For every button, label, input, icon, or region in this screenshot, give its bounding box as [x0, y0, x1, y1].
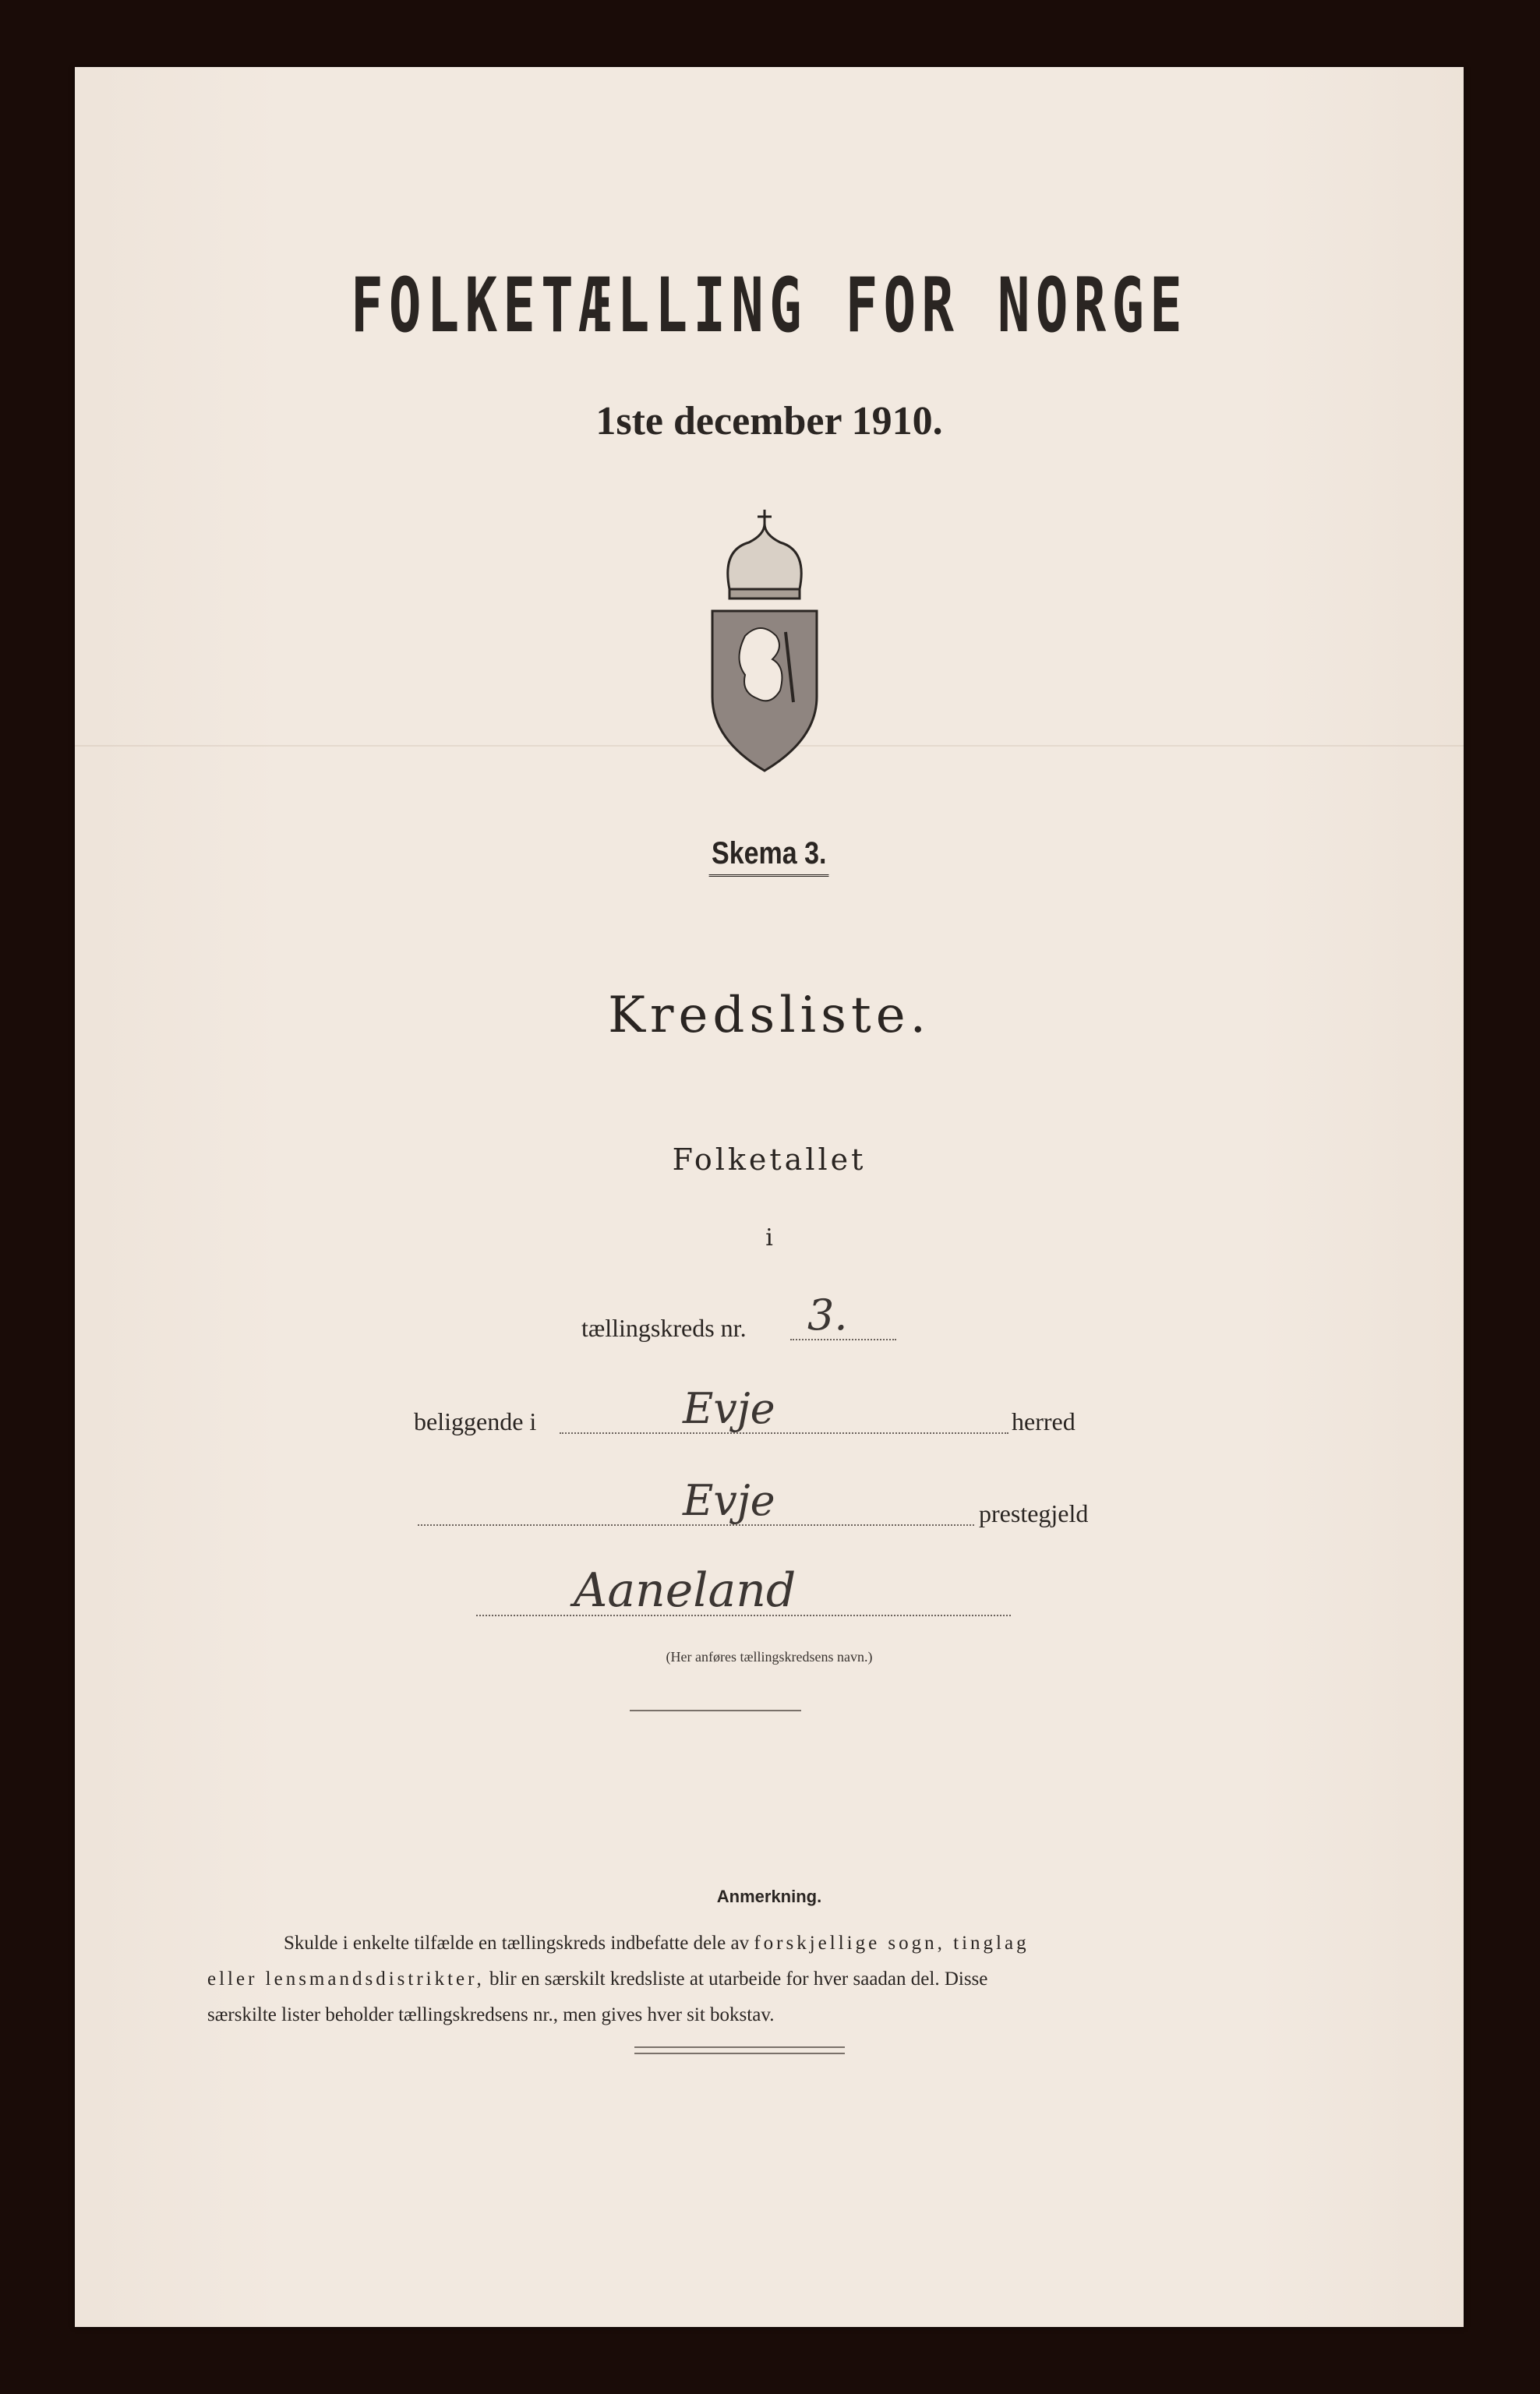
note-heading: Anmerkning.: [716, 1887, 822, 1906]
district-name-caption: (Her anføres tællingskredsens navn.): [666, 1649, 873, 1665]
herred-value: Evje: [683, 1384, 775, 1433]
preposition: i: [765, 1224, 773, 1252]
prestegjeld-value: Evje: [683, 1476, 775, 1525]
district-name-value: Aaneland: [574, 1563, 796, 1618]
divider: [630, 1710, 801, 1711]
note-text: Skulde i enkelte tilfælde en tællingskreds indbefatte dele av forskjellige sogn, tinglag eller lensmandsdistrikter, blir en særskilt kredsliste at utarbeide for hver saadan del. Disse særskilte lister beholder tællingskredsens nr., men gives hver sit bokstav.: [207, 1933, 1030, 2025]
bottom-rule-1: [634, 2046, 845, 2048]
norway-coat-of-arms-icon: [698, 503, 831, 776]
district-number-value: 3.: [807, 1291, 848, 1340]
prestegjeld-label: prestegjeld: [979, 1499, 1089, 1527]
form-heading: Kredsliste.: [608, 987, 931, 1044]
census-date: 1ste december 1910.: [595, 399, 943, 443]
herred-field: [560, 1432, 1008, 1434]
census-form-page: [75, 67, 1464, 2327]
form-subheading: Folketallet: [672, 1142, 867, 1177]
herred-label: herred: [1012, 1407, 1076, 1435]
bottom-rule-2: [634, 2053, 845, 2054]
district-number-label: tællingskreds nr.: [581, 1314, 747, 1342]
schema-label: Skema 3.: [75, 836, 1464, 877]
located-label: beliggende i: [414, 1407, 537, 1435]
form-title: FOLKETÆLLING FOR NORGE: [351, 262, 1188, 349]
